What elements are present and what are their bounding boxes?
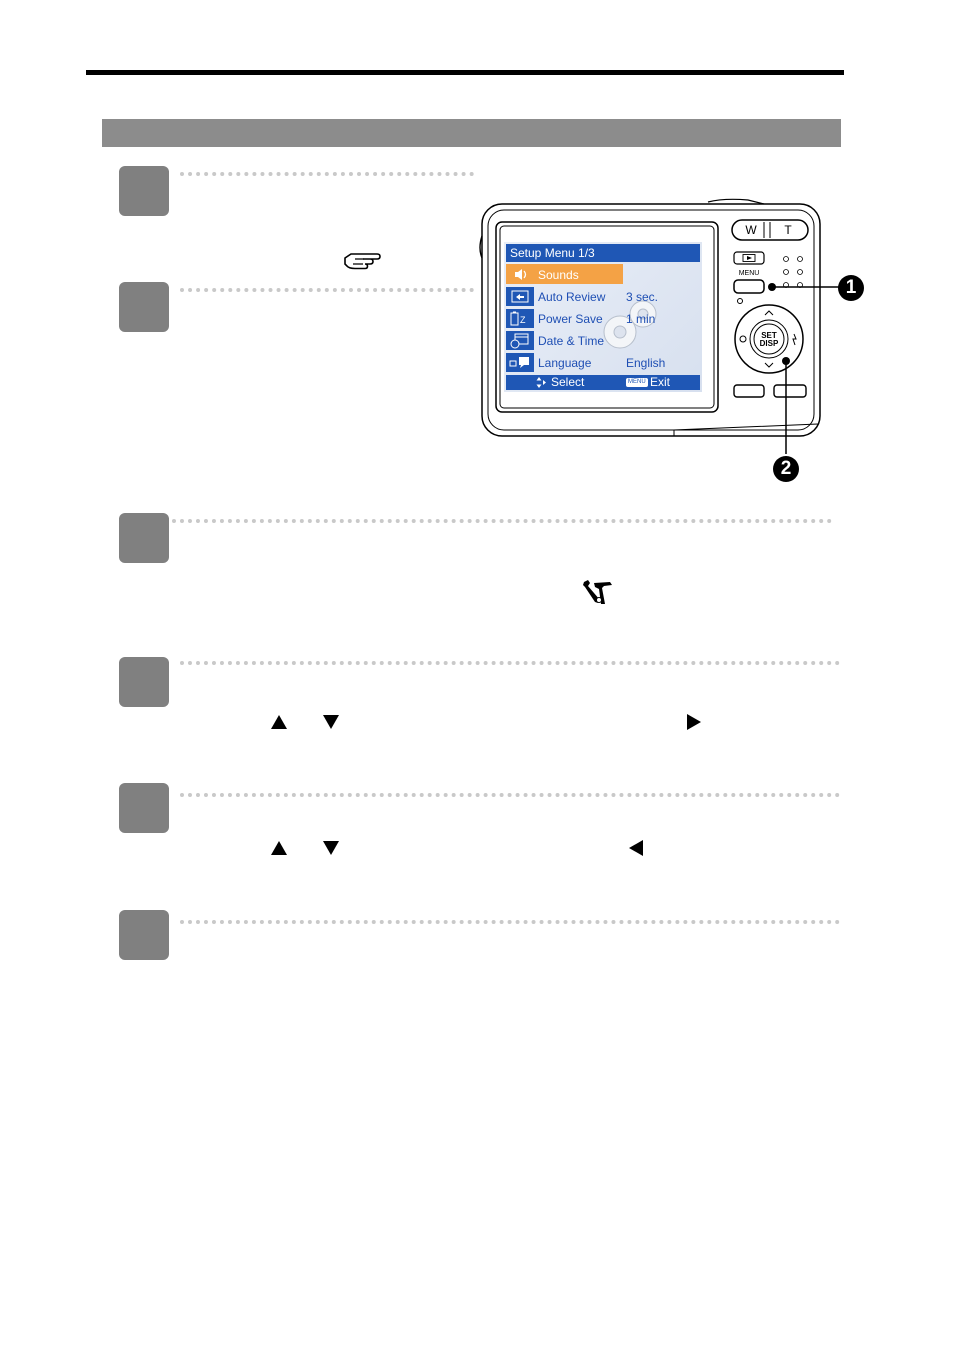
zoom-tele-label: T [784, 223, 792, 237]
svg-text:Z: Z [520, 315, 526, 325]
lcd-footer-menu-badge: MENU [628, 379, 646, 385]
triangle-left-icon [629, 840, 643, 856]
section-header-bar [102, 119, 841, 147]
lcd-footer-select: Select [551, 375, 585, 389]
lcd-title: Setup Menu 1/3 [506, 244, 700, 262]
callout-2: 2 [773, 456, 799, 482]
wrench-hammer-icon [582, 579, 614, 605]
lcd-row-language: Language English [504, 352, 702, 374]
step-divider-4 [180, 661, 840, 665]
review-icon [506, 287, 534, 306]
set-disp-label: SET DISP [759, 331, 779, 348]
step-box-3 [119, 513, 169, 563]
triangle-up-icon [271, 841, 287, 855]
lcd-row-date-time: Date & Time [504, 330, 702, 352]
callout-1: 1 [838, 275, 864, 301]
battery-icon [506, 309, 534, 328]
step-box-6 [119, 910, 169, 960]
lcd-row-power-save: Z Power Save 1 min [504, 308, 702, 330]
lcd-row-auto-review: Auto Review 3 sec. [504, 286, 702, 308]
updown-arrows-icon [536, 375, 548, 392]
step-divider-1 [180, 172, 474, 176]
speaker-icon [506, 265, 534, 284]
triangle-right-icon [687, 714, 701, 730]
step-divider-3 [172, 519, 832, 523]
triangle-up-icon [271, 715, 287, 729]
top-rule [86, 70, 844, 75]
step-box-5 [119, 783, 169, 833]
calendar-clock-icon [506, 331, 534, 350]
lcd-footer [506, 375, 700, 390]
step-divider-6 [180, 920, 840, 924]
menu-button-label: MENU [738, 270, 760, 277]
zoom-wide-label: W [745, 223, 757, 237]
step-divider-5 [180, 793, 840, 797]
hand-pointer-icon [343, 250, 381, 272]
step-box-2 [119, 282, 169, 332]
language-icon [506, 353, 534, 372]
lcd-footer-exit: Exit [650, 375, 671, 389]
triangle-down-icon [323, 841, 339, 855]
step-divider-2 [180, 288, 474, 292]
step-box-1 [119, 166, 169, 216]
camera-lcd-screen [504, 242, 702, 392]
triangle-down-icon [323, 715, 339, 729]
lcd-row-sounds: Sounds [504, 264, 702, 286]
step-box-4 [119, 657, 169, 707]
